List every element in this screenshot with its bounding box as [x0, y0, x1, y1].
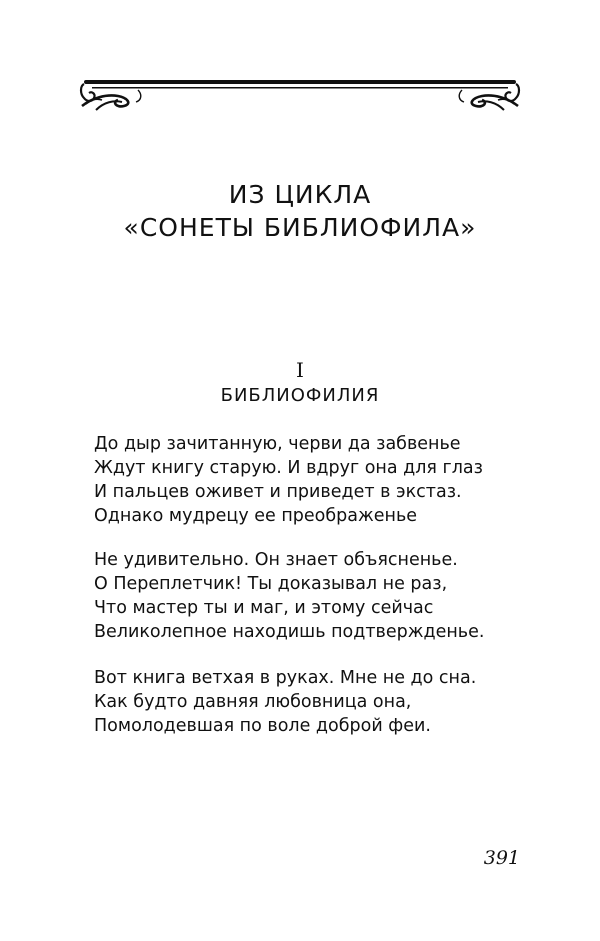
poem-line: До дыр зачитанную, черви да забвенье	[94, 434, 461, 454]
section-number: I	[296, 358, 304, 382]
poem-stanza-3	[94, 666, 476, 738]
poem-line: Что мастер ты и маг, и этому сейчас	[94, 598, 434, 618]
page-number: 391	[483, 847, 520, 869]
poem-line: Вот книга ветхая в руках. Мне не до сна.	[94, 668, 477, 688]
poem-line: Как будто давняя любовница она,	[94, 692, 412, 712]
poem-line: О Переплетчик! Ты доказывал не раз,	[94, 574, 448, 594]
poem-line: Помолодевшая по воле доброй феи.	[94, 716, 431, 736]
poem-line: Однако мудрецу ее преображенье	[94, 506, 418, 526]
poem-line: И пальцев оживет и приведет в экстаз.	[94, 482, 462, 502]
poem-line: Ждут книгу старую. И вдруг она для глаз	[94, 458, 483, 478]
poem-stanza-2	[94, 548, 484, 644]
header-ornament-icon	[78, 76, 522, 112]
section-title: БИБЛИОФИЛИЯ	[220, 385, 380, 406]
poem-line: Великолепное находишь подтвержденье.	[94, 622, 485, 642]
poem-stanza-1	[94, 432, 483, 528]
chapter-title-line-1: ИЗ ЦИКЛА	[228, 180, 372, 209]
poem-line: Не удивительно. Он знает объясненье.	[94, 550, 458, 570]
chapter-title-line-2: «СОНЕТЫ БИБЛИОФИЛА»	[123, 213, 477, 242]
